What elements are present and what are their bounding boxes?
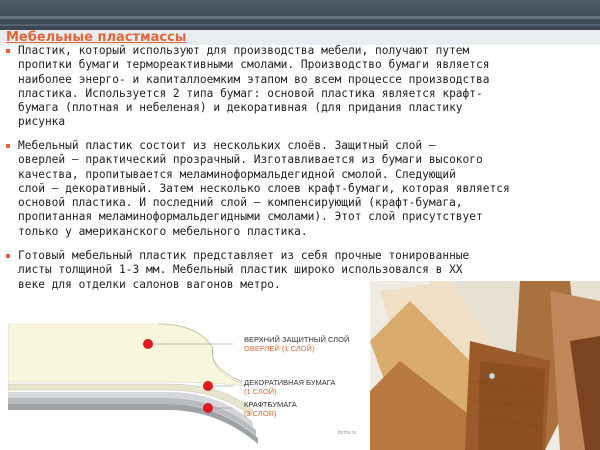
bullet-item: [6, 139, 510, 239]
bullet-text: Мебельный пластик состоит из нескольких слоёв. Защитный слой — оверлей — практический прозрачный. Изготавливается из бумаги высокого качества, пропитывается меламиноформальдегидной смолой. Следующий слой — декоративный. Затем несколько слоев крафт-бумаги, которая является основой пластика. И последний слой — компенсирующий (крафт-бумага, пропитанная меламиноформальдегидными смолами). Этот слой присутствует только у американского мебельного пластика.: [18, 139, 510, 238]
pointer-dot-icon: [203, 381, 213, 391]
overlay-layer: [8, 324, 248, 386]
header-stripe: [0, 16, 600, 19]
layer-diagram: [8, 318, 378, 450]
laminate-fan-illustration: [370, 281, 600, 450]
laminate-samples-photo: [370, 281, 600, 450]
layer-label-kraft: КРАФТБУМАГА (3 СЛОЯ): [244, 400, 297, 418]
bullet-text: Пластик, который используют для производства мебели, получают путем пропитки бумаги термореактивными смолами. Производство бумаги является наиболее энерго- и капиталлоемким этапом во всем процессе производства пластика. Используется 2 типа бумаг: основой пластика является крафт- бумага (плотная и небеленая) и декоративная (для придания пластику рисунка: [18, 44, 490, 129]
layer-label-decorative: ДЕКОРАТИВНАЯ БУМАГА (1 СЛОЙ): [244, 378, 336, 396]
header-stripe: [0, 24, 600, 26]
pointer-dot-icon: [143, 339, 153, 349]
bullet-marker-icon: [6, 49, 10, 53]
title-bar: [0, 30, 600, 45]
bullet-item: [6, 44, 489, 130]
layer-label-overlay: ВЕРХНИЙ ЗАЩИТНЫЙ СЛОЙ ОВЕРЛЕЙ (1 СЛОЙ): [244, 335, 350, 353]
bullet-marker-icon: [6, 144, 10, 148]
bullet-text: Готовый мебельный пластик представляет из себя прочные тонированные листы толщиной 1-3 мм. Мебельный пластик широко использовался в XX веке для отделки салонов вагонов метро.: [18, 249, 470, 291]
page-title: Мебельные пластмассы: [6, 30, 187, 45]
watermark: forms.ru: [338, 430, 357, 436]
bullet-marker-icon: [6, 254, 10, 258]
header-band: [0, 0, 600, 30]
pointer-dot-icon: [203, 403, 213, 413]
